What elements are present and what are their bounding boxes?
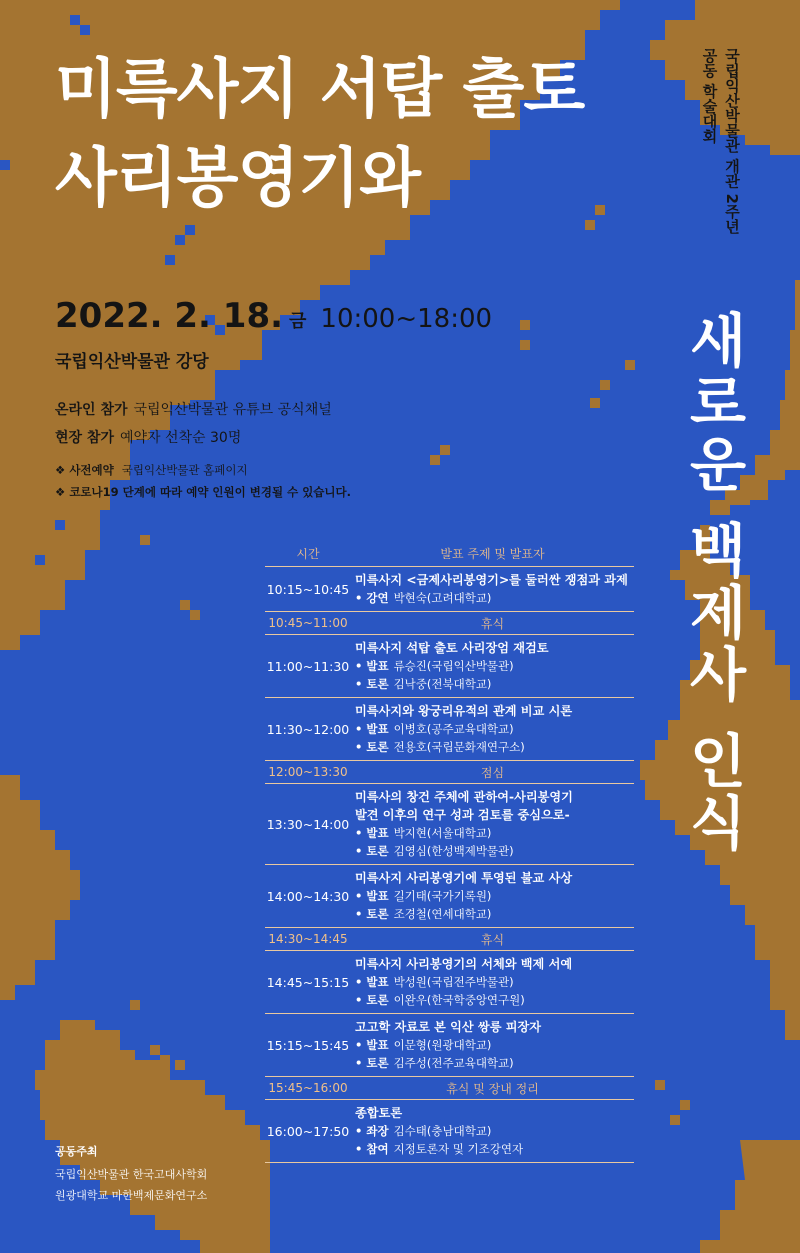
speaker-name: 박현숙(고려대학교)	[393, 591, 492, 605]
hosts-label: 공동주최	[55, 1145, 98, 1158]
event-label	[698, 48, 743, 234]
speaker	[355, 905, 634, 923]
speaker-name: 류승진(국립익산박물관)	[393, 659, 514, 673]
speaker	[355, 738, 634, 756]
session-time: 11:00~11:30	[266, 658, 350, 674]
hosts-line-2: 원광대학교 마한백제문화연구소	[55, 1189, 208, 1202]
speaker-name: 길기태(국가기록원)	[393, 889, 492, 903]
speaker	[355, 887, 634, 905]
speaker-name: 김영심(한성백제박물관)	[393, 844, 514, 858]
schedule-header	[265, 540, 634, 567]
speaker-role: • 토론	[355, 740, 389, 754]
break-label: 휴식 및 장내 정리	[446, 1081, 539, 1096]
speaker-role: • 토론	[355, 677, 389, 691]
session-time: 10:15~10:45	[266, 581, 350, 597]
note-1-prefix: ❖ 사전예약	[55, 463, 114, 477]
session-row	[265, 1100, 634, 1163]
theme-vertical-title: 새로운 백제사 인식	[679, 310, 747, 855]
title-line-2: 사리봉영기와	[55, 142, 420, 216]
speaker-role: • 강연	[355, 591, 389, 605]
note-covid	[55, 484, 351, 500]
note-1-text: 국립익산박물관 홈페이지	[121, 463, 248, 477]
header-topic: 발표 주제 및 발표자	[440, 546, 545, 561]
session-title: 미륵사의 창건 주체에 관하여-사리봉영기	[355, 790, 573, 804]
date-main: 2022. 2. 18.	[55, 296, 284, 336]
onsite-label: 현장 참가	[55, 430, 114, 446]
speaker	[355, 675, 634, 693]
break-label: 휴식	[480, 932, 505, 947]
schedule-rows	[265, 567, 634, 1163]
speaker-name: 김수태(충남대학교)	[393, 1124, 492, 1138]
speaker-role: • 발표	[355, 889, 389, 903]
session-time: 16:00~17:50	[266, 1123, 350, 1139]
speaker	[355, 1036, 634, 1054]
event-date	[55, 296, 492, 336]
speaker-name: 전용호(국립문화재연구소)	[393, 740, 525, 754]
speaker-role: • 좌장	[355, 1124, 389, 1138]
speaker	[355, 824, 634, 842]
online-participation	[55, 399, 332, 419]
speaker	[355, 842, 634, 860]
session-row	[265, 951, 634, 1014]
break-time: 12:00~13:30	[268, 765, 348, 779]
speaker-name: 김낙중(전북대학교)	[393, 677, 492, 691]
session-time: 13:30~14:00	[266, 816, 350, 832]
speaker-role: • 토론	[355, 993, 389, 1007]
speaker-name: 박성원(국립전주박물관)	[393, 975, 514, 989]
schedule-table	[265, 540, 634, 1163]
speaker-role: • 발표	[355, 1038, 389, 1052]
speaker	[355, 720, 634, 738]
session-row	[265, 698, 634, 761]
session-title: 미륵사지 사리봉영기에 투영된 불교 사상	[355, 871, 573, 885]
session-title: 미륵사지 사리봉영기의 서체와 백제 서예	[355, 957, 573, 971]
speaker-role: • 토론	[355, 1056, 389, 1070]
onsite-participation	[55, 427, 241, 447]
header-time: 시간	[296, 546, 320, 561]
session-row	[265, 865, 634, 928]
speaker	[355, 657, 634, 675]
break-row	[265, 612, 634, 635]
speaker	[355, 1140, 634, 1158]
speaker	[355, 991, 634, 1009]
speaker-name: 이문형(원광대학교)	[393, 1038, 492, 1052]
speaker-role: • 발표	[355, 975, 389, 989]
speaker-role: • 발표	[355, 722, 389, 736]
session-title: 발견 이후의 연구 성과 검토를 중심으로-	[355, 808, 570, 822]
session-title: 미륵사지 <금제사리봉영기>를 둘러싼 쟁점과 과제	[355, 573, 628, 587]
session-row	[265, 1014, 634, 1077]
hosts-line-1: 국립익산박물관 한국고대사학회	[55, 1168, 208, 1181]
break-time: 14:30~14:45	[268, 932, 348, 946]
speaker	[355, 973, 634, 991]
venue: 국립익산박물관 강당	[55, 352, 209, 372]
note-reservation	[55, 462, 248, 478]
online-value: 국립익산박물관 유튜브 공식채널	[133, 402, 332, 418]
break-row	[265, 761, 634, 784]
speaker-role: • 발표	[355, 826, 389, 840]
session-title: 미륵사지 석탑 출토 사리장엄 재검토	[355, 641, 549, 655]
break-time: 15:45~16:00	[268, 1081, 348, 1095]
session-time: 15:15~15:45	[266, 1037, 350, 1053]
session-title: 종합토론	[355, 1106, 403, 1120]
speaker-name: 이완우(한국학중앙연구원)	[393, 993, 525, 1007]
date-day: 금	[289, 311, 307, 332]
date-time: 10:00~18:00	[320, 304, 493, 334]
session-title: 고고학 자료로 본 익산 쌍릉 피장자	[355, 1020, 542, 1034]
speaker	[355, 1122, 634, 1140]
break-row	[265, 1077, 634, 1100]
break-label: 휴식	[480, 616, 505, 631]
event-label-line-1: 국립익산박물관 개관 2주년	[723, 48, 741, 234]
session-row	[265, 784, 634, 865]
speaker-name: 박지현(서울대학교)	[393, 826, 492, 840]
session-title: 미륵사지와 왕궁리유적의 관계 비교 시론	[355, 704, 573, 718]
session-time: 14:45~15:15	[266, 974, 350, 990]
session-time: 14:00~14:30	[266, 888, 350, 904]
speaker	[355, 589, 634, 607]
session-time: 11:30~12:00	[266, 721, 350, 737]
title-line-1: 미륵사지 서탑 출토	[55, 53, 585, 127]
speaker-role: • 토론	[355, 907, 389, 921]
onsite-value: 예약자 선착순 30명	[119, 430, 242, 446]
break-time: 10:45~11:00	[268, 616, 348, 630]
speaker-role: • 토론	[355, 844, 389, 858]
speaker	[355, 1054, 634, 1072]
speaker-role: • 참여	[355, 1142, 389, 1156]
break-label: 점심	[480, 765, 505, 780]
speaker-name: 김주성(전주교육대학교)	[393, 1056, 514, 1070]
session-row	[265, 635, 634, 698]
note-2-prefix: ❖ 코로나19 단계에 따라 예약 인원이 변경될 수 있습니다.	[55, 485, 351, 499]
online-label: 온라인 참가	[55, 402, 128, 418]
speaker-name: 이병호(공주교육대학교)	[393, 722, 514, 736]
session-row	[265, 567, 634, 612]
speaker-name: 조경철(연세대학교)	[393, 907, 492, 921]
speaker-role: • 발표	[355, 659, 389, 673]
speaker-name: 지정토론자 및 기조강연자	[393, 1142, 524, 1156]
event-label-line-2: 공동 학술대회	[700, 48, 719, 144]
break-row	[265, 928, 634, 951]
